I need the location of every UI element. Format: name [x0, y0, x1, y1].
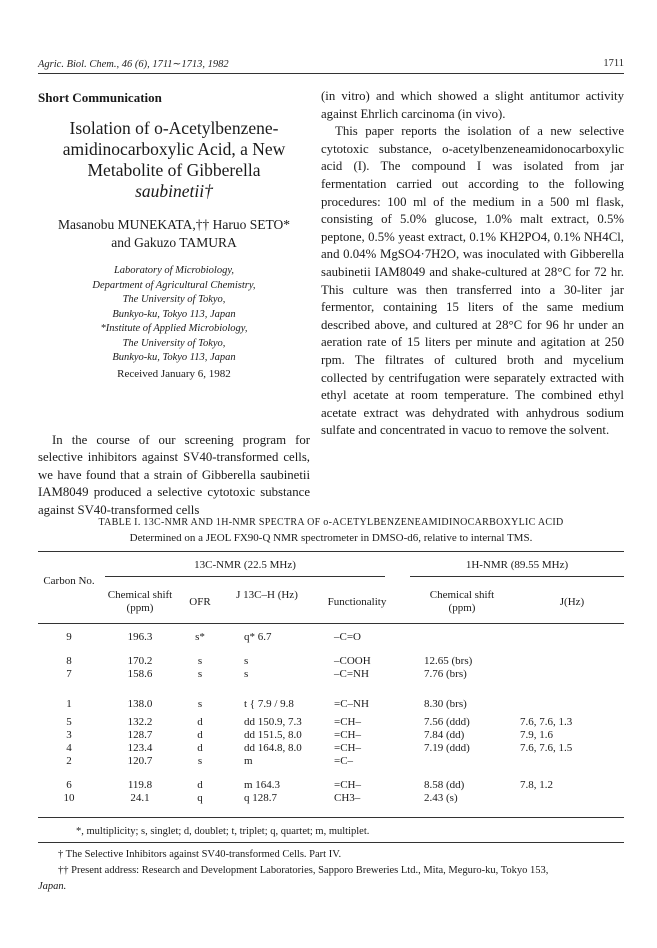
- header-rule: [38, 73, 624, 74]
- affiliation-line: Department of Agricultural Chemistry,: [92, 279, 256, 291]
- header-functionality: Functionality: [327, 596, 387, 608]
- affiliation: [38, 264, 310, 366]
- cell-functionality: CH3–: [334, 792, 361, 804]
- header-j-hz: J(Hz): [559, 596, 585, 608]
- affiliation-line: Laboratory of Microbiology,: [113, 265, 235, 276]
- cell-carbon-no: 1: [66, 698, 72, 710]
- cell-functionality: =CH–: [334, 729, 361, 741]
- cell-carbon-no: 8: [66, 655, 72, 667]
- cell-1h-shift: 8.58 (dd): [424, 779, 465, 791]
- header-ofr: OFR: [189, 596, 211, 608]
- cell-carbon-no: 2: [66, 755, 72, 767]
- cell-ofr: s*: [195, 631, 205, 643]
- cell-carbon-no: 9: [66, 631, 72, 643]
- cell-13c-shift: 128.7: [127, 729, 153, 741]
- cell-13c-shift: 196.3: [127, 631, 153, 643]
- header-1h-shift: Chemical shift (ppm): [429, 589, 495, 614]
- cell-ofr: d: [197, 779, 203, 791]
- table-caption: [38, 516, 624, 530]
- cell-13c-shift: 138.0: [127, 698, 153, 710]
- authors-line-2: and Gakuzo TAMURA: [111, 235, 237, 250]
- header-carbon-no: Carbon No.: [43, 575, 95, 587]
- received-date: Received January 6, 1982: [117, 367, 231, 380]
- authors-line-1: Masanobu MUNEKATA,†† Haruo SETO*: [58, 217, 290, 232]
- table-bottom-rule: [38, 817, 624, 818]
- table-subcaption: Determined on a JEOL FX90-Q NMR spectrometer in DMSO-d6, relative to internal TMS.: [129, 532, 533, 544]
- affiliation-line: Bunkyo-ku, Tokyo 113, Japan: [112, 308, 236, 320]
- title-line-3: Metabolite of Gibberella: [87, 160, 261, 180]
- affiliation-line: Bunkyo-ku, Tokyo 113, Japan: [112, 352, 236, 363]
- table-header-rule: [38, 623, 624, 624]
- title-line-1: Isolation of o-Acetylbenzene-: [69, 118, 279, 138]
- cell-j-13c: dd 150.9, 7.3: [244, 716, 302, 728]
- 1h-group-header: 1H-NMR (89.55 MHz): [465, 559, 569, 571]
- cell-1h-shift: 12.65 (brs): [424, 655, 473, 667]
- cell-functionality: =CH–: [334, 742, 361, 754]
- cell-functionality: –C=NH: [334, 668, 369, 680]
- cell-carbon-no: 7: [66, 668, 72, 680]
- affiliation-line: *Institute of Applied Microbiology,: [100, 323, 248, 334]
- cell-1h-shift: 8.30 (brs): [424, 698, 467, 710]
- cell-j-hz: 7.8, 1.2: [520, 779, 553, 791]
- footnote-double-dagger: †† Present address: Research and Development Laboratories, Sapporo Breweries Ltd., Mita, Meguro-ku, Tokyo 153,: [58, 865, 549, 876]
- cell-13c-shift: 158.6: [127, 668, 153, 680]
- table-footnote: *, multiplicity; s, singlet; d, doublet; t, triplet; q, quartet; m, multiplet.: [76, 826, 370, 837]
- right-column: [321, 88, 624, 440]
- title-line-2: amidinocarboxylic Acid, a New: [62, 139, 286, 159]
- cell-j-hz: 7.6, 7.6, 1.3: [520, 716, 573, 728]
- cell-ofr: d: [197, 716, 203, 728]
- cell-functionality: –COOH: [334, 655, 371, 667]
- footnote-rule: [38, 842, 624, 843]
- cell-13c-shift: 123.4: [127, 742, 153, 754]
- cell-j-13c: s: [244, 668, 249, 680]
- cell-1h-shift: 7.76 (brs): [424, 668, 467, 680]
- intro-paragraph: In the course of our screening program for selective inhibitors against SV40-transformed cells, we have found that a strain of Gibberella saubinetii IAM8049 produced a selective cytotoxic substance against SV40-transformed cells: [38, 432, 310, 517]
- 13c-group-rule: [105, 576, 385, 577]
- cell-1h-shift: 2.43 (s): [424, 792, 458, 804]
- cell-ofr: q: [197, 792, 203, 804]
- cell-j-13c: dd 164.8, 8.0: [244, 742, 302, 754]
- 13c-group-header: 13C-NMR (22.5 MHz): [194, 559, 296, 571]
- body-paragraph-2: This paper reports the isolation of a new selective cytotoxic substance, o-acetylbenzeneamidonocarboxylic acid (I). The compound I was isolated from jar fermentation carried out according to the following procedures: 100 ml of the medium in a 500 ml flask, consisting of 5.0% glucose, 1.0% malt extract, 0.5% peptone, 0.5% yeast extract, 0.1% KH2PO4, 0.1% NH4Cl, and 0.04% MgSO4·7H2O, was inoculated with Gibberella saubinetii IAM8049 and shake-cultured at 28°C for 72 hr. This culture was then transferred into a 30-liter jar fermentor, containing 15 liters of the same medium described above, and cultured at 28°C for 96 hr under an aeration rate of 15 liters per minute and agitation at 250 rpm. The filtrates of cultured broth and mycelium collected by centrifugation were separately extracted with ethyl acetate at room temperature. The combined ethyl acetate extract was dehydrated with anhydrous sodium sulfate and concentrated in vacuo to remove the solvent.: [321, 124, 624, 438]
- table-title: TABLE I. 13C-NMR AND 1H-NMR SPECTRA OF o-ACETYLBENZENEAMIDINOCARBOXYLIC ACID: [98, 517, 564, 528]
- cell-functionality: =C–NH: [334, 698, 369, 710]
- cell-carbon-no: 5: [66, 716, 72, 728]
- footnote-continuation: Japan.: [38, 881, 67, 892]
- cell-13c-shift: 119.8: [127, 779, 153, 791]
- cell-ofr: d: [197, 742, 203, 754]
- cell-1h-shift: 7.56 (ddd): [424, 716, 470, 728]
- cell-13c-shift: 24.1: [130, 792, 150, 804]
- cell-functionality: =CH–: [334, 779, 361, 791]
- cell-ofr: s: [197, 698, 203, 710]
- cell-ofr: d: [197, 729, 203, 741]
- body-paragraph-1: (in vitro) and which showed a slight antitumor activity against Ehrlich carcinoma (in vivo).: [321, 89, 624, 121]
- header-j-13c: J 13C–H (Hz): [236, 589, 298, 601]
- section-label: Short Communication: [38, 90, 162, 105]
- cell-j-13c: t { 7.9 / 9.8: [244, 698, 294, 710]
- article-title: [38, 118, 310, 202]
- cell-j-13c: s: [244, 655, 249, 667]
- left-column: [38, 88, 310, 519]
- cell-j-13c: dd 151.5, 8.0: [244, 729, 302, 741]
- cell-functionality: =C–: [334, 755, 354, 767]
- footnote-dagger: † The Selective Inhibitors against SV40-transformed Cells. Part IV.: [58, 849, 342, 860]
- table-top-rule: [38, 551, 624, 552]
- cell-carbon-no: 4: [66, 742, 72, 754]
- affiliation-line: The University of Tokyo,: [122, 337, 226, 349]
- cell-ofr: s: [197, 755, 203, 767]
- 1h-group-rule: [410, 576, 624, 577]
- cell-1h-shift: 7.84 (dd): [424, 729, 465, 741]
- cell-13c-shift: 132.2: [127, 716, 153, 728]
- cell-ofr: s: [197, 655, 203, 667]
- cell-j-13c: m 164.3: [244, 779, 281, 791]
- cell-j-hz: 7.9, 1.6: [520, 729, 553, 741]
- cell-carbon-no: 10: [63, 792, 75, 804]
- cell-carbon-no: 3: [66, 729, 72, 741]
- title-line-4: saubinetii†: [135, 181, 213, 201]
- author-list: [38, 216, 310, 252]
- cell-ofr: s: [197, 668, 203, 680]
- cell-carbon-no: 6: [66, 779, 72, 791]
- running-header: [38, 58, 624, 70]
- cell-j-13c: q 128.7: [244, 792, 277, 804]
- cell-13c-shift: 170.2: [127, 655, 153, 667]
- cell-13c-shift: 120.7: [127, 755, 153, 767]
- cell-functionality: –C=O: [334, 631, 361, 643]
- cell-j-13c: m: [244, 755, 253, 767]
- cell-j-13c: q* 6.7: [244, 631, 272, 643]
- cell-functionality: =CH–: [334, 716, 361, 728]
- header-13c-shift: Chemical shift (ppm): [107, 589, 173, 614]
- affiliation-line: The University of Tokyo,: [122, 294, 226, 305]
- journal-citation: Agric. Biol. Chem., 46 (6), 1711∼1713, 1982: [38, 59, 229, 70]
- cell-1h-shift: 7.19 (ddd): [424, 742, 470, 754]
- page-number: 1711: [603, 58, 624, 69]
- cell-j-hz: 7.6, 7.6, 1.5: [520, 742, 573, 754]
